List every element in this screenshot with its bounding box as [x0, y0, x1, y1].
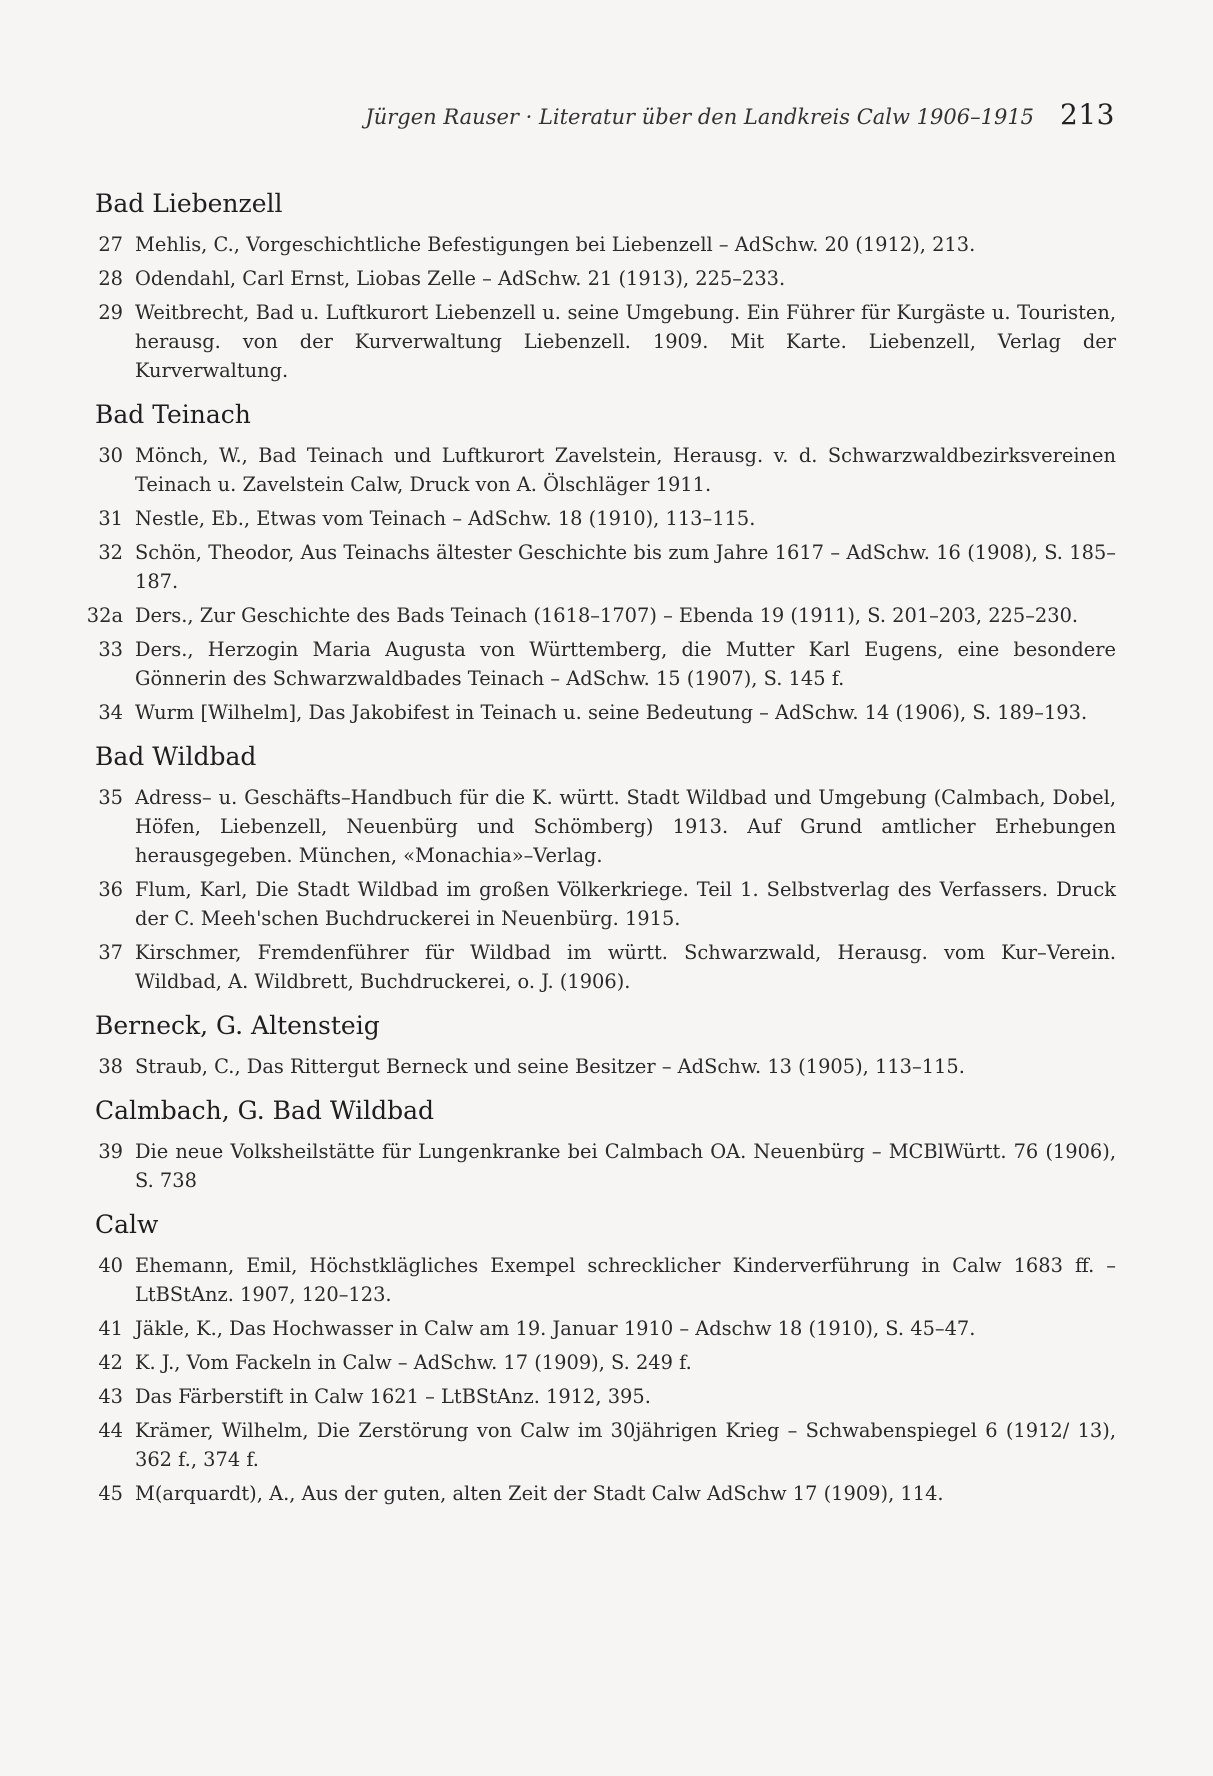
bibliography-entry	[95, 1314, 1116, 1343]
entry-text: Schön, Theodor, Aus Teinachs ältester Geschichte bis zum Jahre 1617 – AdSchw. 16 (1908), S. 185–187.	[135, 541, 1116, 593]
entry-number: 38	[98, 1055, 123, 1078]
section-heading: Calmbach, G. Bad Wildbad	[95, 1096, 435, 1125]
bibliography-entry	[95, 441, 1116, 499]
section	[86, 397, 1116, 727]
entry-number: 30	[98, 444, 123, 467]
section	[95, 739, 1116, 996]
entry-number: 33	[98, 638, 123, 661]
entry-number: 27	[98, 233, 123, 256]
entry-number: 29	[98, 301, 123, 324]
entry-text: K. J., Vom Fackeln in Calw – AdSchw. 17 (1909), S. 249 f.	[135, 1351, 692, 1374]
bibliography-entry	[95, 230, 1116, 259]
entry-text: Odendahl, Carl Ernst, Liobas Zelle – AdSchw. 21 (1913), 225–233.	[135, 267, 786, 290]
section-heading: Bad Wildbad	[95, 742, 257, 771]
entry-text: Straub, C., Das Rittergut Berneck und seine Besitzer – AdSchw. 13 (1905), 113–115.	[135, 1055, 965, 1078]
entry-number: 34	[98, 701, 123, 724]
section	[95, 1008, 1116, 1081]
entry-text: Ders., Zur Geschichte des Bads Teinach (1618–1707) – Ebenda 19 (1911), S. 201–203, 225–230.	[135, 604, 1079, 627]
entry-text: Nestle, Eb., Etwas vom Teinach – AdSchw. 18 (1910), 113–115.	[135, 507, 756, 530]
entry-text: Flum, Karl, Die Stadt Wildbad im großen Völkerkriege. Teil 1. Selbstverlag des Verfassers. Druck der C. Meeh'schen Buchdruckerei in Neuenbürg. 1915.	[135, 878, 1116, 930]
bibliography-entry	[95, 1382, 1116, 1411]
entry-number: 40	[98, 1254, 123, 1277]
section	[95, 186, 1116, 385]
bibliography-entry	[95, 635, 1116, 693]
bibliography-entry	[95, 1348, 1116, 1377]
bibliography-entry	[95, 298, 1116, 385]
entry-text: Das Färberstift in Calw 1621 – LtBStAnz. 1912, 395.	[135, 1385, 651, 1408]
entry-number: 45	[98, 1482, 123, 1505]
bibliography-entry	[95, 698, 1116, 727]
bibliography-entry	[95, 264, 1116, 293]
entry-number: 37	[98, 941, 123, 964]
entry-text: Kirschmer, Fremdenführer für Wildbad im württ. Schwarzwald, Herausg. vom Kur–Verein. Wildbad, A. Wildbrett, Buchdruckerei, o. J. (1906).	[135, 941, 1116, 993]
bibliography-entry	[86, 601, 1116, 630]
running-head	[0, 98, 1115, 131]
bibliography-entry	[95, 1416, 1116, 1474]
entry-text: Mehlis, C., Vorgeschichtliche Befestigungen bei Liebenzell – AdSchw. 20 (1912), 213.	[135, 233, 976, 256]
bibliography-entry	[95, 504, 1116, 533]
section-heading: Berneck, G. Altensteig	[95, 1011, 380, 1040]
section-heading: Bad Liebenzell	[95, 189, 283, 218]
entry-number: 43	[98, 1385, 123, 1408]
entry-number: 39	[98, 1140, 123, 1163]
entry-text: M(arquardt), A., Aus der guten, alten Zeit der Stadt Calw AdSchw 17 (1909), 114.	[135, 1482, 944, 1505]
entry-number: 36	[98, 878, 123, 901]
entry-number: 32	[98, 541, 123, 564]
bibliography-entry	[95, 1251, 1116, 1309]
bibliography-entry	[95, 538, 1116, 596]
entry-text: Mönch, W., Bad Teinach und Luftkurort Zavelstein, Herausg. v. d. Schwarzwaldbezirksvereinen Teinach u. Zavelstein Calw, Druck von A. Ölschläger 1911.	[135, 444, 1116, 496]
section-heading: Calw	[95, 1210, 159, 1239]
section	[95, 1207, 1116, 1508]
bibliography-entry	[95, 783, 1116, 870]
page-number: 213	[1060, 98, 1115, 131]
bibliography-entry	[95, 1052, 1116, 1081]
entry-text: Wurm [Wilhelm], Das Jakobifest in Teinach u. seine Bedeutung – AdSchw. 14 (1906), S. 189–193.	[135, 701, 1088, 724]
entry-number: 32a	[86, 604, 123, 627]
entry-text: Krämer, Wilhelm, Die Zerstörung von Calw im 30jährigen Krieg – Schwabenspiegel 6 (1912/ 13), 362 f., 374 f.	[135, 1419, 1116, 1471]
entry-text: Weitbrecht, Bad u. Luftkurort Liebenzell u. seine Umgebung. Ein Führer für Kurgäste u. Touristen, herausg. von der Kurverwaltung Liebenzell. 1909. Mit Karte. Liebenzell, Verlag der Kurverwaltung.	[135, 301, 1116, 382]
entry-text: Adress– u. Geschäfts–Handbuch für die K. württ. Stadt Wildbad und Umgebung (Calmbach, Dobel, Höfen, Liebenzell, Neuenbürg und Schömberg) 1913. Auf Grund amtlicher Erhebungen herausgegeben. München, «Monachia»–Verlag.	[135, 786, 1116, 867]
bibliography-entry	[95, 1479, 1116, 1508]
entry-number: 35	[98, 786, 123, 809]
entry-text: Ders., Herzogin Maria Augusta von Württemberg, die Mutter Karl Eugens, eine besondere Gönnerin des Schwarzwaldbades Teinach – AdSchw. 15 (1907), S. 145 f.	[135, 638, 1116, 690]
entry-number: 44	[98, 1419, 123, 1442]
entry-text: Ehemann, Emil, Höchstklägliches Exempel schrecklicher Kinderverführung in Calw 1683 ff. – LtBStAnz. 1907, 120–123.	[135, 1254, 1116, 1306]
entry-number: 41	[98, 1317, 123, 1340]
entry-text: Jäkle, K., Das Hochwasser in Calw am 19. Januar 1910 – Adschw 18 (1910), S. 45–47.	[135, 1317, 976, 1340]
entry-number: 42	[98, 1351, 123, 1374]
section-heading: Bad Teinach	[95, 400, 251, 429]
bibliography-entry	[95, 938, 1116, 996]
bibliography-content	[86, 186, 1116, 1520]
entry-text: Die neue Volksheilstätte für Lungenkranke bei Calmbach OA. Neuenbürg – MCBlWürtt. 76 (1906), S. 738	[135, 1140, 1116, 1192]
entry-number: 31	[98, 507, 123, 530]
bibliography-entry	[95, 875, 1116, 933]
section	[95, 1093, 1116, 1195]
running-head-title: Jürgen Rauser · Literatur über den Landkreis Calw 1906–1915	[365, 105, 1035, 129]
bibliography-entry	[95, 1137, 1116, 1195]
entry-number: 28	[98, 267, 123, 290]
